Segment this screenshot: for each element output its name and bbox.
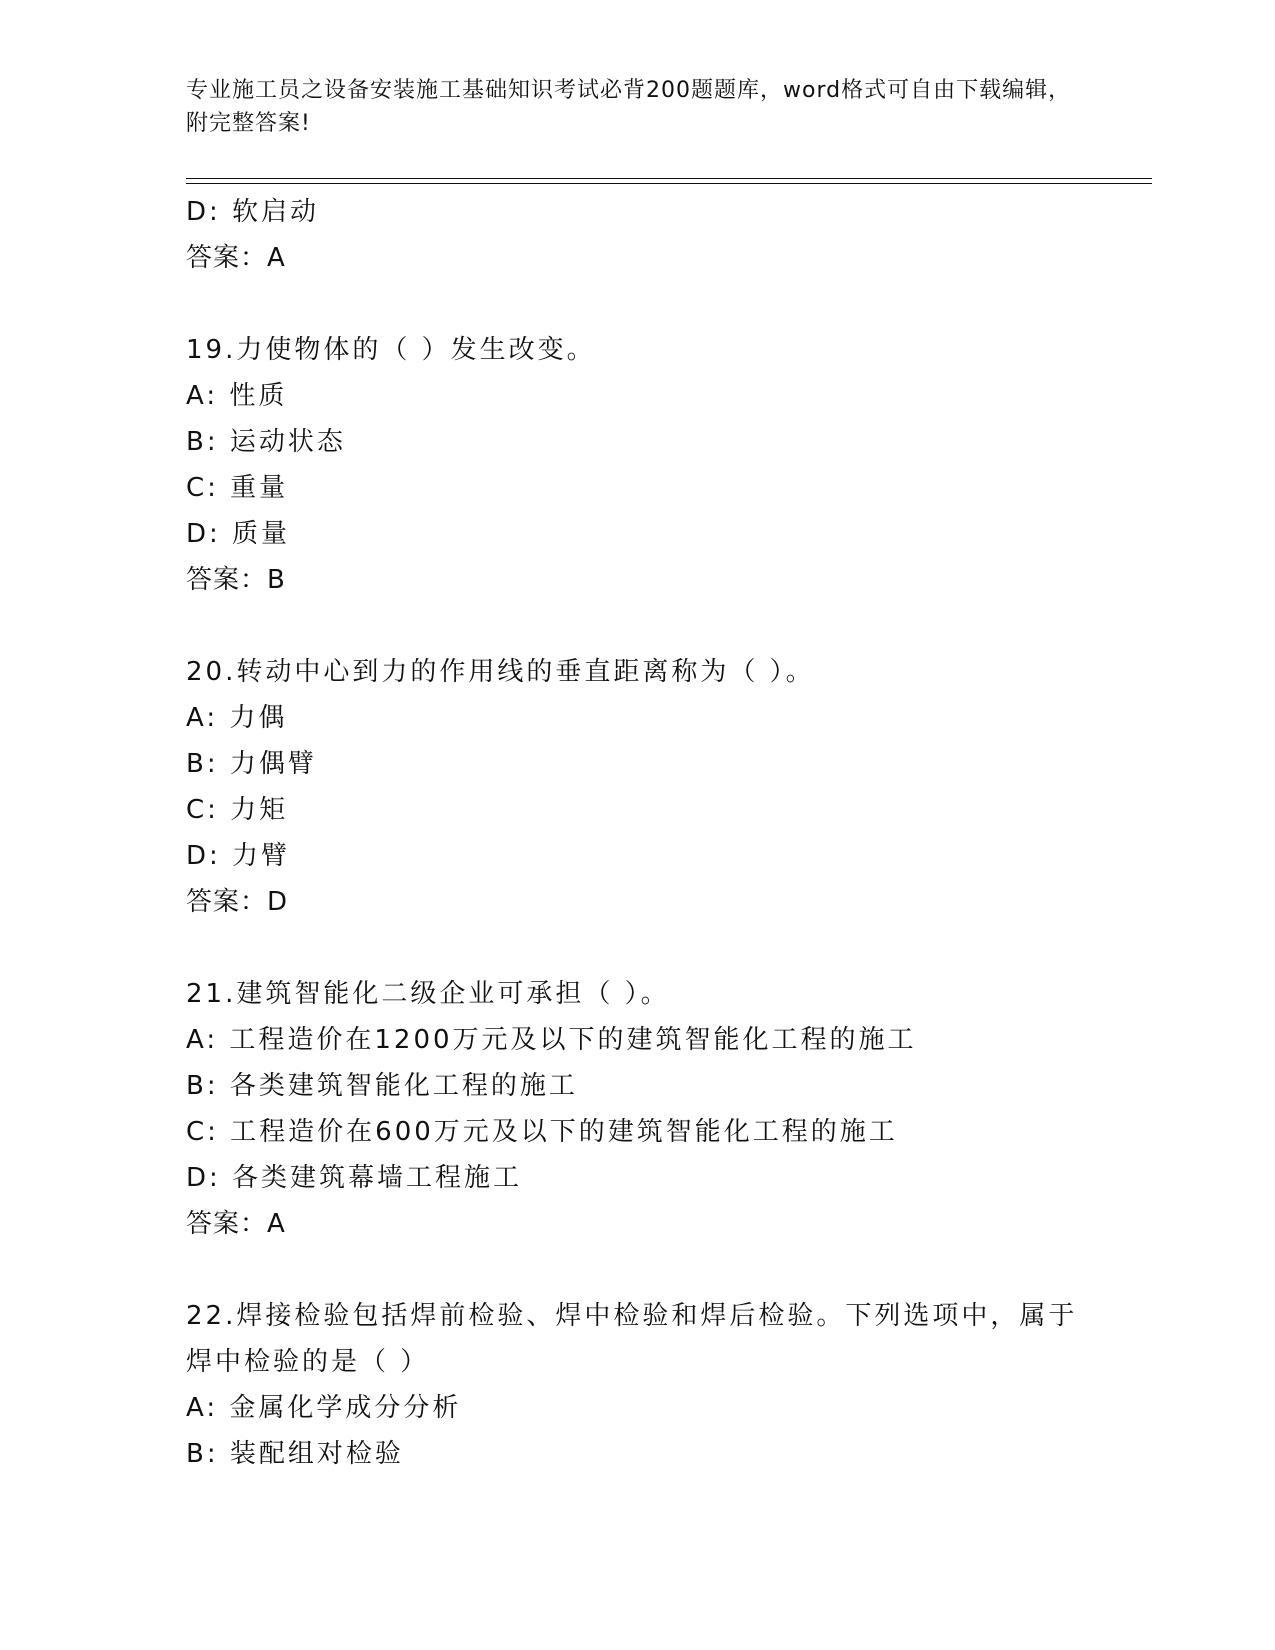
question-19 — [186, 327, 1086, 603]
prev-option-d: D: 软启动 — [186, 197, 320, 227]
option-a: A: 金属化学成分分析 — [186, 1393, 462, 1423]
spacer — [186, 1247, 1086, 1293]
option-a: A: 工程造价在1200万元及以下的建筑智能化工程的施工 — [186, 1025, 917, 1055]
option-c: C: 力矩 — [186, 795, 289, 825]
question-20 — [186, 649, 1086, 925]
spacer — [186, 603, 1086, 649]
answer: 答案：B — [186, 565, 286, 595]
question-list — [186, 189, 1086, 1477]
question-stem: 22.焊接检验包括焊前检验、焊中检验和焊后检验。下列选项中，属于焊中检验的是（ ） — [186, 1301, 1078, 1377]
option-a: A: 力偶 — [186, 703, 288, 733]
option-b: B: 装配组对检验 — [186, 1439, 404, 1469]
option-c: C: 重量 — [186, 473, 289, 503]
question-21 — [186, 971, 1086, 1247]
answer: 答案：A — [186, 1209, 286, 1239]
prev-answer: 答案：A — [186, 243, 286, 273]
question-22 — [186, 1293, 1086, 1477]
answer: 答案：D — [186, 887, 289, 917]
header-divider-bottom — [186, 183, 1152, 184]
header-divider-top — [186, 178, 1152, 179]
option-c: C: 工程造价在600万元及以下的建筑智能化工程的施工 — [186, 1117, 898, 1147]
option-d: D: 质量 — [186, 519, 291, 549]
spacer — [186, 925, 1086, 971]
page-header: 专业施工员之设备安装施工基础知识考试必背200题题库，word格式可自由下载编辑，附完整答案! — [186, 78, 1072, 136]
option-d: D: 力臂 — [186, 841, 291, 871]
option-b: B: 力偶臂 — [186, 749, 317, 779]
question-stem: 20.转动中心到力的作用线的垂直距离称为（ ）。 — [186, 657, 815, 687]
option-b: B: 运动状态 — [186, 427, 346, 457]
option-b: B: 各类建筑智能化工程的施工 — [186, 1071, 578, 1101]
question-stem: 19.力使物体的（ ）发生改变。 — [186, 335, 596, 365]
spacer — [186, 281, 1086, 327]
question-stem: 21.建筑智能化二级企业可承担（ ）。 — [186, 979, 670, 1009]
option-d: D: 各类建筑幕墙工程施工 — [186, 1163, 523, 1193]
option-a: A: 性质 — [186, 381, 288, 411]
